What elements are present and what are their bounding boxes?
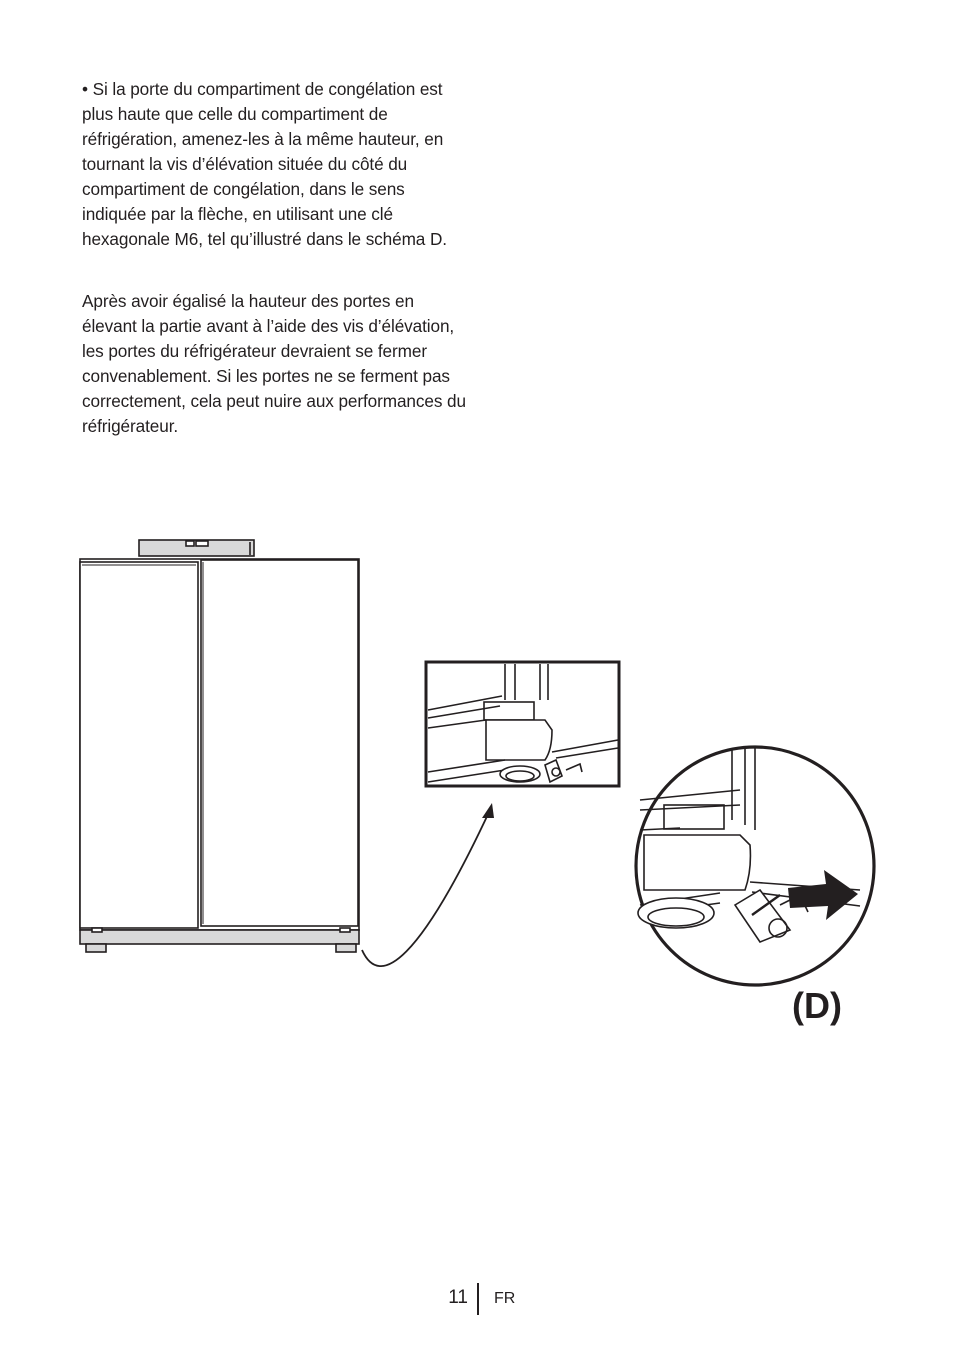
- instruction-paragraph-2: Après avoir égalisé la hauteur des portes en élevant la partie avant à l’aide des vis d’élévation, les portes du réfrigérateur devraient se fermer convenablement. Si les portes ne se ferment pas correctement, cela peut nuire aux performances du réfrigérateur.: [82, 291, 466, 436]
- language-code: FR: [494, 1290, 516, 1307]
- detail-inset-box: [426, 662, 619, 786]
- pointer-arrow: [362, 803, 494, 966]
- magnified-circle-detail: [636, 747, 874, 985]
- footer-divider: [477, 1283, 479, 1315]
- instruction-paragraph-1: • Si la porte du compartiment de congélation est plus haute que celle du compartiment de réfrigération, amenez-les à la même hauteur, en tournant la vis d’élévation située du côté du compartiment de congélation, dans le sens indiquée par la flèche, en utilisant une clé hexagonale M6, tel qu’illustré dans le schéma D.: [82, 79, 447, 249]
- page-number: 11: [448, 1287, 468, 1308]
- figure-label: (D): [792, 985, 842, 1026]
- refrigerator-illustration: [80, 540, 359, 952]
